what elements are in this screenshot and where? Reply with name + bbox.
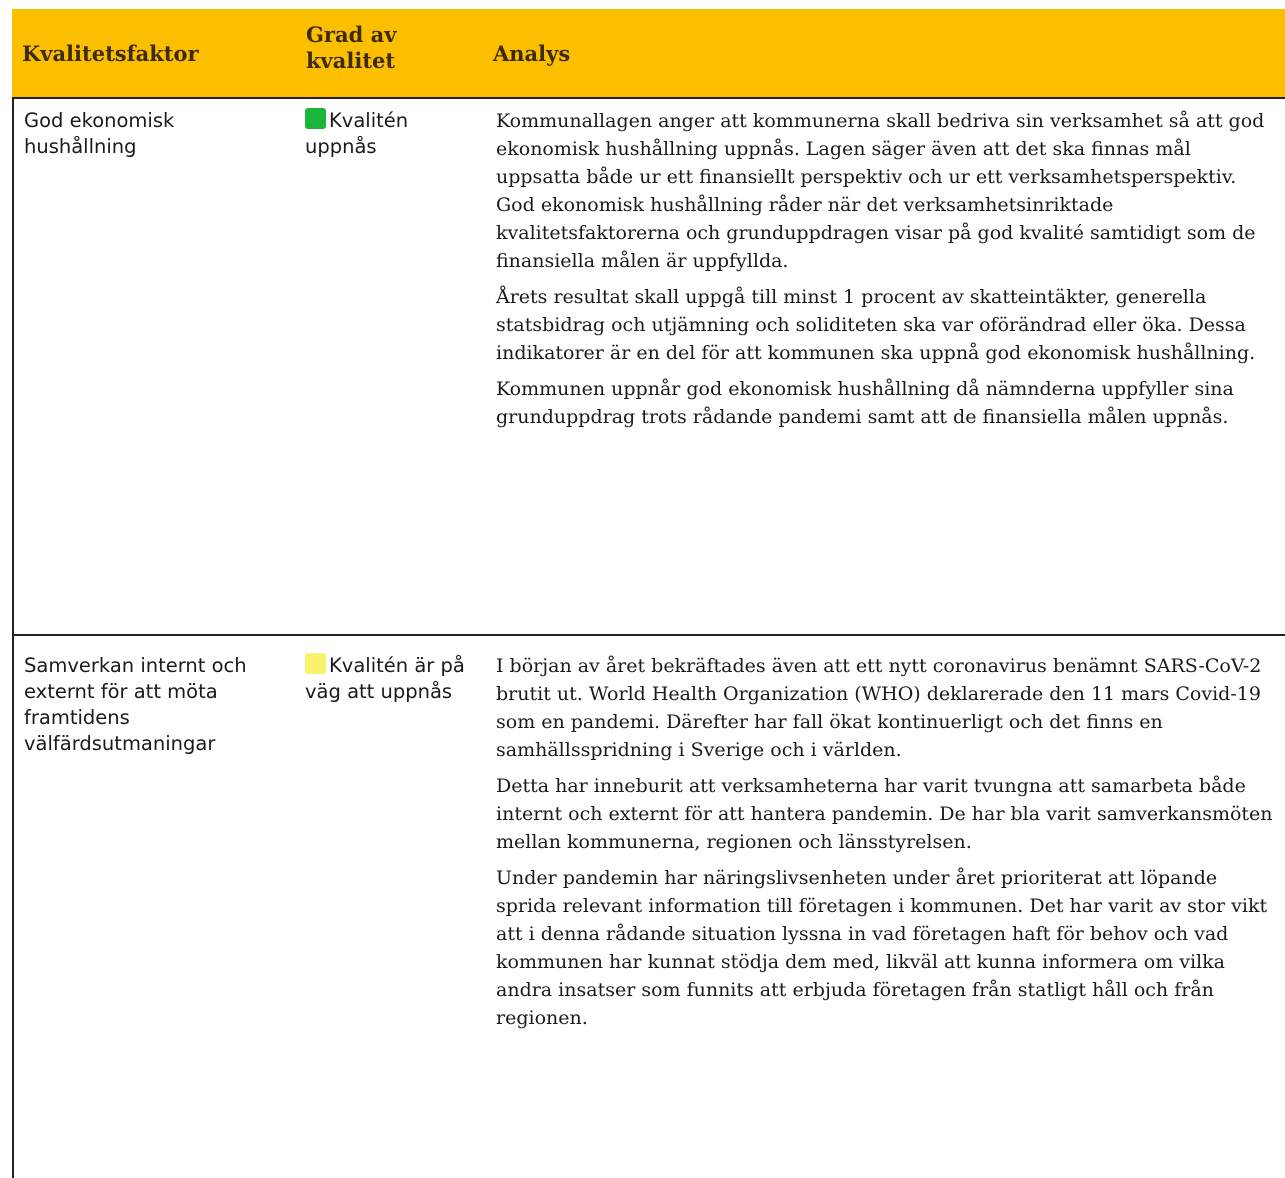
row2-analysis-paragraph: Under pandemin har näringslivsenheten under året prioriterat att löpande sprida relevant information till företagen i kommunen. Det har varit av stor vikt att i denna rådande situation lyssna in vad företagen haft för behov och vad kommunen har kunnat stödja dem med, likväl att kunna informera om vilka andra insatser som funnits att erbjuda företagen från statligt håll och från regionen.	[496, 867, 1268, 1029]
row1-grade-text: Kvalitén uppnås	[305, 109, 409, 158]
row2-analysis-paragraph: Detta har inneburit att verksamheterna har varit tvungna att samarbeta både internt och externt för att hantera pandemin. De har bla varit samverkansmöten mellan kommunerna, regionen och länsstyrelsen.	[496, 775, 1273, 853]
row1-analysis	[496, 107, 1280, 439]
row2-analysis	[496, 652, 1280, 1040]
row1-analysis-paragraph: Kommunen uppnår god ekonomisk hushållning då nämnderna uppfyller sina grunduppdrag trots rådande pandemi samt att de finansiella målen uppnås.	[496, 378, 1234, 428]
header-factor: Kvalitetsfaktor	[22, 41, 199, 66]
row2-grade	[305, 653, 475, 705]
header-grade-line1: Grad av	[306, 22, 397, 47]
row2-factor: Samverkan internt och externt för att möta framtidens välfärdsutmaningar	[24, 654, 247, 755]
row1-factor: God ekonomisk hushållning	[24, 109, 175, 158]
table-left-border	[12, 97, 14, 1178]
header-grade-line2: kvalitet	[306, 48, 396, 73]
header-grade	[306, 22, 456, 74]
status-indicator-icon	[305, 108, 326, 129]
row2-analysis-paragraph: I början av året bekräftades även att ett nytt coronavirus benämnt SARS-CoV-2 brutit ut. World Health Organization (WHO) deklarerade den 11 mars Covid-19 som en pandemi. Därefter har fall ökat kontinuerligt och det finns en samhällsspridning i Sverige och i världen.	[496, 655, 1262, 761]
row1-analysis-paragraph: Kommunallagen anger att kommunerna skall bedriva sin verksamhet så att god ekonomisk hushållning uppnås. Lagen säger även att det ska finnas mål uppsatta både ur ett finansiellt perspektiv och ur ett verksamhetsperspektiv. God ekonomisk hushållning råder när det verksamhetsinriktade kvalitetsfaktorerna och grunduppdragen visar på god kvalité samtidigt som de finansiella målen är uppfyllda.	[496, 110, 1265, 272]
row1-grade	[305, 108, 475, 160]
status-indicator-icon	[305, 653, 326, 674]
row-divider-middle	[12, 634, 1285, 636]
header-analysis: Analys	[493, 41, 571, 66]
row2-grade-text: Kvalitén är på väg att uppnås	[305, 654, 465, 703]
table-header	[12, 9, 1285, 97]
row-divider-top	[12, 97, 1285, 99]
row1-analysis-paragraph: Årets resultat skall uppgå till minst 1 procent av skatteintäkter, generella statsbidrag och utjämning och soliditeten ska var oförändrad eller öka. Dessa indikatorer är en del för att kommunen ska uppnå god ekonomisk hushållning.	[496, 286, 1256, 364]
